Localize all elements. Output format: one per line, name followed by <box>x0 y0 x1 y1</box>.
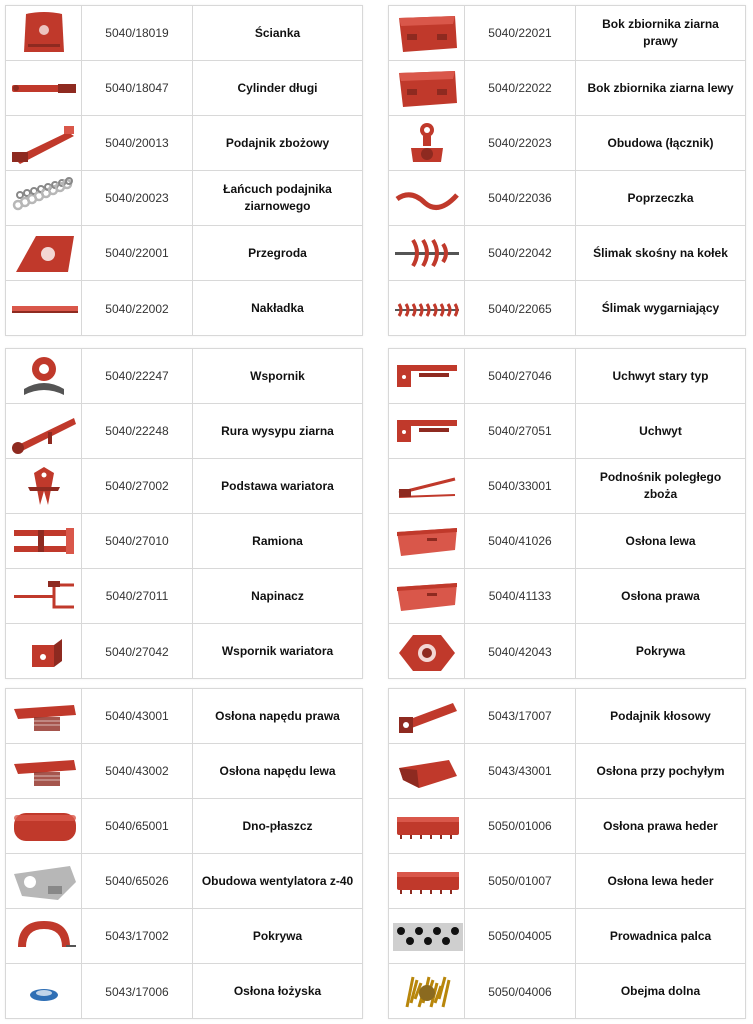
part-row[interactable] <box>389 281 745 336</box>
hex-cover-icon <box>391 627 463 677</box>
part-code: 5043/17006 <box>82 964 193 1019</box>
part-thumbnail[interactable] <box>389 171 465 225</box>
part-row[interactable] <box>389 569 745 624</box>
part-row[interactable] <box>6 226 362 281</box>
part-code: 5040/22042 <box>465 226 576 280</box>
part-code: 5040/33001 <box>465 459 576 513</box>
part-code: 5040/42043 <box>465 624 576 679</box>
auger-icon <box>391 228 463 278</box>
part-code: 5043/17007 <box>465 689 576 743</box>
part-code: 5040/22001 <box>82 226 193 280</box>
rod-icon <box>8 63 80 113</box>
part-name: Uchwyt stary typ <box>612 368 709 383</box>
lifter-icon <box>391 461 463 511</box>
header-cover-icon <box>391 856 463 906</box>
part-thumbnail[interactable] <box>389 6 465 60</box>
ear-feeder-icon <box>391 691 463 741</box>
part-code: 5040/22248 <box>82 404 193 458</box>
part-row[interactable] <box>389 744 745 799</box>
part-name: Poprzeczka <box>627 190 694 205</box>
part-thumbnail[interactable] <box>389 404 465 458</box>
part-name: Nakładka <box>251 301 304 315</box>
chain-icon <box>8 173 80 223</box>
tripod-icon <box>8 461 80 511</box>
parts-table-block <box>388 5 746 336</box>
part-row[interactable] <box>6 404 362 459</box>
plate-icon <box>8 8 80 58</box>
part-code: 5040/18019 <box>82 6 193 60</box>
part-name: Podajnik kłosowy <box>610 708 711 723</box>
part-code: 5040/27011 <box>82 569 193 623</box>
part-row[interactable] <box>6 624 362 679</box>
part-row[interactable] <box>6 171 362 226</box>
part-name: Obudowa (łącznik) <box>607 135 714 150</box>
part-code: 5040/22036 <box>465 171 576 225</box>
part-row[interactable] <box>6 909 362 964</box>
part-thumbnail[interactable] <box>389 964 465 1019</box>
drive-cover-icon <box>8 746 80 796</box>
part-row[interactable] <box>389 171 745 226</box>
part-code: 5040/41133 <box>465 569 576 623</box>
part-row[interactable] <box>389 116 745 171</box>
auger-long-icon <box>391 284 463 334</box>
crossbar-icon <box>391 173 463 223</box>
part-code: 5040/27051 <box>465 404 576 458</box>
part-name: Przegroda <box>248 245 307 260</box>
part-code: 5040/22023 <box>465 116 576 170</box>
part-thumbnail[interactable] <box>389 744 465 798</box>
clamp-icon <box>391 967 463 1017</box>
part-row[interactable] <box>389 689 745 744</box>
part-name: Osłona prawa heder <box>603 818 718 833</box>
part-thumbnail[interactable] <box>6 459 82 513</box>
drum-icon <box>8 801 80 851</box>
part-name: Osłona napędu prawa <box>215 708 340 723</box>
part-name: Osłona napędu lewa <box>219 763 336 778</box>
part-name: Wspornik wariatora <box>221 644 334 658</box>
slope-cover-icon <box>391 746 463 796</box>
part-row[interactable] <box>6 964 362 1019</box>
part-code: 5040/43001 <box>82 689 193 743</box>
part-row[interactable] <box>389 459 745 514</box>
part-row[interactable] <box>6 799 362 854</box>
part-code: 5050/01006 <box>465 799 576 853</box>
box-icon <box>391 63 463 113</box>
part-code: 5040/65026 <box>82 854 193 908</box>
part-row[interactable] <box>389 349 745 404</box>
part-thumbnail[interactable] <box>389 61 465 115</box>
part-name: Cylinder długi <box>237 80 318 95</box>
part-row[interactable] <box>6 459 362 514</box>
finger-guide-icon <box>391 911 463 961</box>
part-name: Rura wysypu ziarna <box>221 423 334 438</box>
part-name: Napinacz <box>251 588 304 603</box>
part-code: 5040/65001 <box>82 799 193 853</box>
part-thumbnail[interactable] <box>389 459 465 513</box>
part-thumbnail[interactable] <box>6 226 82 280</box>
part-row[interactable] <box>6 349 362 404</box>
parts-table-block <box>388 348 746 679</box>
header-cover-icon <box>391 801 463 851</box>
part-name: Podajnik zbożowy <box>225 135 330 150</box>
part-row[interactable] <box>6 569 362 624</box>
housing-icon <box>391 118 463 168</box>
part-name: Bok zbiornika ziarna prawy <box>602 17 719 48</box>
part-thumbnail[interactable] <box>6 909 82 963</box>
box-icon <box>391 8 463 58</box>
part-thumbnail[interactable] <box>6 624 82 679</box>
holder-icon <box>391 351 463 401</box>
part-name: Ślimak wygarniający <box>601 301 720 315</box>
part-name: Bok zbiornika ziarna lewy <box>587 80 734 95</box>
part-name: Prowadnica palca <box>609 928 712 943</box>
cover-icon <box>391 571 463 621</box>
part-row[interactable] <box>389 799 745 854</box>
tensioner-icon <box>8 571 80 621</box>
part-name: Uchwyt <box>639 423 682 438</box>
part-code: 5040/18047 <box>82 61 193 115</box>
part-name: Osłona łożyska <box>233 984 322 998</box>
part-row[interactable] <box>389 964 745 1019</box>
part-row[interactable] <box>6 61 362 116</box>
part-row[interactable] <box>6 689 362 744</box>
part-thumbnail[interactable] <box>6 349 82 403</box>
small-bracket-icon <box>8 627 80 677</box>
part-name: Podnośnik poległego zboża <box>599 470 722 501</box>
strip-icon <box>8 284 80 334</box>
part-code: 5040/22021 <box>465 6 576 60</box>
part-name: Osłona prawa <box>621 588 700 603</box>
part-thumbnail[interactable] <box>389 624 465 679</box>
part-thumbnail[interactable] <box>389 854 465 908</box>
fan-housing-icon <box>8 856 80 906</box>
part-code: 5040/20013 <box>82 116 193 170</box>
part-row[interactable] <box>389 226 745 281</box>
part-row[interactable] <box>389 61 745 116</box>
part-thumbnail[interactable] <box>6 799 82 853</box>
part-name: Osłona lewa heder <box>607 873 714 888</box>
holder-icon <box>391 406 463 456</box>
part-name: Osłona przy pochyłym <box>596 763 725 778</box>
parts-table-block <box>5 5 363 336</box>
part-thumbnail[interactable] <box>6 744 82 798</box>
part-row[interactable] <box>389 624 745 679</box>
part-code: 5043/43001 <box>465 744 576 798</box>
part-thumbnail[interactable] <box>389 909 465 963</box>
part-thumbnail[interactable] <box>389 799 465 853</box>
part-name: Obudowa wentylatora z-40 <box>201 873 354 888</box>
part-thumbnail[interactable] <box>389 349 465 403</box>
part-row[interactable] <box>6 514 362 569</box>
part-name: Ścianka <box>254 25 301 40</box>
part-name: Ślimak skośny na kołek <box>593 245 728 260</box>
part-code: 5040/22065 <box>465 281 576 336</box>
bearing-icon <box>8 967 80 1017</box>
part-code: 5040/22247 <box>82 349 193 403</box>
part-code: 5050/01007 <box>465 854 576 908</box>
part-code: 5040/22022 <box>465 61 576 115</box>
part-code: 5040/27046 <box>465 349 576 403</box>
part-thumbnail[interactable] <box>6 689 82 743</box>
part-thumbnail[interactable] <box>6 404 82 458</box>
part-code: 5040/27042 <box>82 624 193 679</box>
part-thumbnail[interactable] <box>6 514 82 568</box>
part-row[interactable] <box>6 281 362 336</box>
part-thumbnail[interactable] <box>389 569 465 623</box>
part-name: Ramiona <box>252 533 303 548</box>
drive-cover-icon <box>8 691 80 741</box>
part-row[interactable] <box>6 6 362 61</box>
part-thumbnail[interactable] <box>389 281 465 336</box>
pipe-icon <box>8 406 80 456</box>
parts-table-block <box>388 688 746 1019</box>
part-code: 5040/41026 <box>465 514 576 568</box>
part-row[interactable] <box>389 404 745 459</box>
part-code: 5040/27010 <box>82 514 193 568</box>
part-code: 5050/04005 <box>465 909 576 963</box>
part-name: Obejma dolna <box>620 984 701 998</box>
part-row[interactable] <box>389 6 745 61</box>
part-thumbnail[interactable] <box>389 514 465 568</box>
partition-icon <box>8 228 80 278</box>
part-thumbnail[interactable] <box>6 61 82 115</box>
curved-cover-icon <box>8 911 80 961</box>
part-code: 5043/17002 <box>82 909 193 963</box>
part-name: Łańcuch podajnika ziarnowego <box>223 182 332 213</box>
part-code: 5050/04006 <box>465 964 576 1019</box>
part-thumbnail[interactable] <box>6 569 82 623</box>
part-name: Wspornik <box>250 368 305 383</box>
part-code: 5040/22002 <box>82 281 193 336</box>
part-row[interactable] <box>6 116 362 171</box>
cover-icon <box>391 516 463 566</box>
part-thumbnail[interactable] <box>6 171 82 225</box>
part-code: 5040/20023 <box>82 171 193 225</box>
part-name: Pokrywa <box>635 644 686 658</box>
part-row[interactable] <box>389 854 745 909</box>
part-code: 5040/27002 <box>82 459 193 513</box>
part-name: Osłona lewa <box>625 533 696 548</box>
part-thumbnail[interactable] <box>389 226 465 280</box>
part-thumbnail[interactable] <box>6 6 82 60</box>
part-name: Podstawa wariatora <box>221 478 334 493</box>
part-thumbnail[interactable] <box>6 964 82 1019</box>
part-code: 5040/43002 <box>82 744 193 798</box>
feeder-icon <box>8 118 80 168</box>
part-thumbnail[interactable] <box>389 116 465 170</box>
part-row[interactable] <box>6 854 362 909</box>
part-row[interactable] <box>389 909 745 964</box>
arms-icon <box>8 516 80 566</box>
parts-table-block <box>5 688 363 1019</box>
part-name: Dno-płaszcz <box>242 818 313 833</box>
part-row[interactable] <box>6 744 362 799</box>
part-thumbnail[interactable] <box>6 281 82 336</box>
part-row[interactable] <box>389 514 745 569</box>
part-thumbnail[interactable] <box>6 854 82 908</box>
parts-table-block <box>5 348 363 679</box>
part-thumbnail[interactable] <box>6 116 82 170</box>
part-name: Pokrywa <box>252 928 303 943</box>
part-thumbnail[interactable] <box>389 689 465 743</box>
bracket-icon <box>8 351 80 401</box>
